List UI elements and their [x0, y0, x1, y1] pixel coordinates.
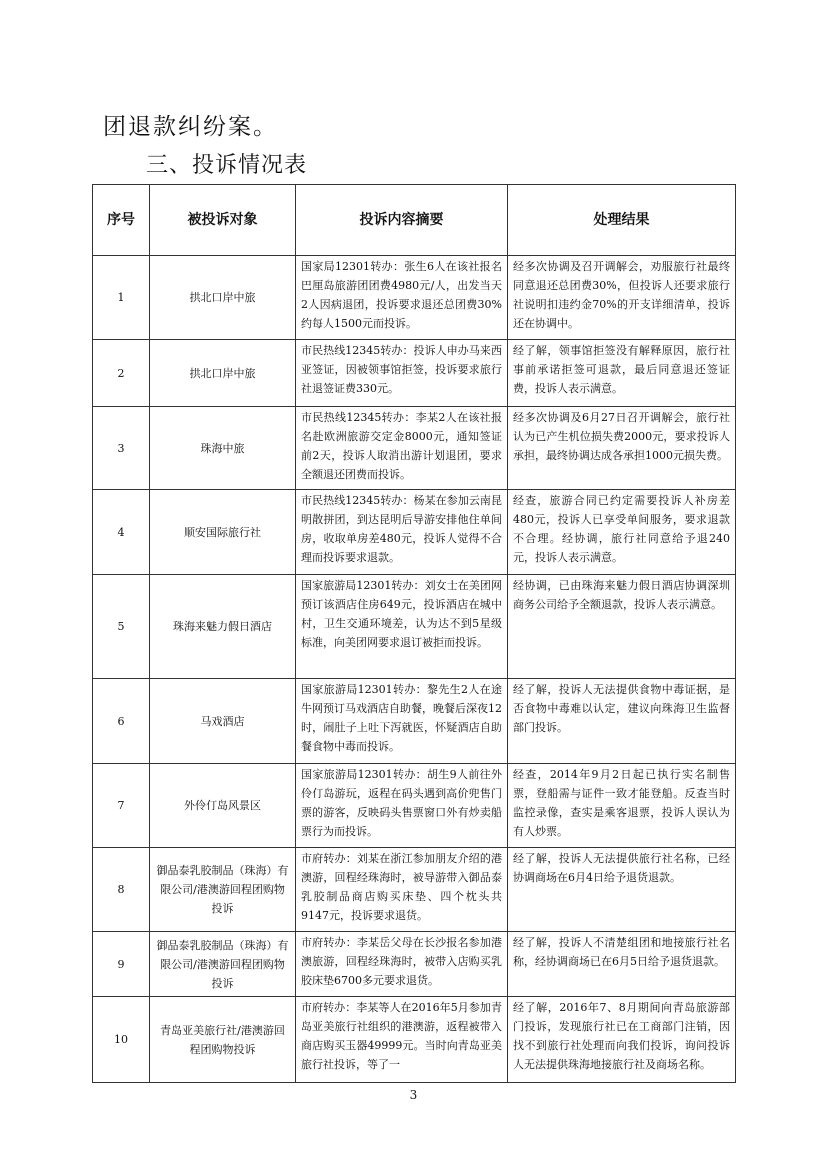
row-result: 经多次协调及6月27日召开调解会，旅行社认为已产生机位损失费2000元，要求投诉人承担，最终协调达成各承担1000元损失费。: [508, 407, 736, 490]
row-result: 经查，2014年9月2日起已执行实名制售票，登船需与证件一致才能登船。反查当时监控录像，查实是乘客退票，投诉人误认为有人炒票。: [508, 764, 736, 848]
row-no: 10: [93, 997, 150, 1083]
row-target: 马戏酒店: [150, 679, 296, 764]
table-row: [93, 490, 736, 575]
table-row: [93, 256, 736, 340]
row-summary: 市民热线12345转办：投诉人申办马来西亚签证，因被领事馆拒签，投诉要求旅行社退签证费330元。: [296, 340, 508, 407]
row-summary: 国家旅游局12301转办：胡生9人前往外伶仃岛游玩，返程在码头遇到高价兜售门票的游客，反映码头售票窗口外有炒卖船票行为而投诉。: [296, 764, 508, 848]
row-target: 顺安国际旅行社: [150, 490, 296, 575]
row-summary: 市府转办：刘某在浙江参加朋友介绍的港澳游，回程经珠海时，被导游带入御品泰乳胶制品商店购买床垫、四个枕头共9147元，投诉要求退货。: [296, 848, 508, 932]
row-summary: 市府转办：李某等人在2016年5月参加青岛亚美旅行社组织的港澳游，返程被带入商店购买玉器49999元。当时向青岛亚美旅行社投诉，等了一: [296, 997, 508, 1083]
row-result: 经了解，投诉人无法提供食物中毒证据，是否食物中毒难以认定，建议向珠海卫生监督部门投诉。: [508, 679, 736, 764]
col-header-no: 序号: [93, 185, 150, 256]
row-result: 经了解，投诉人不清楚组团和地接旅行社名称，经协调商场已在6月5日给予退货退款。: [508, 932, 736, 997]
col-header-result: 处理结果: [508, 185, 736, 256]
row-no: 9: [93, 932, 150, 997]
complaint-table: [92, 184, 736, 1083]
row-target: 珠海来魅力假日酒店: [150, 575, 296, 679]
row-no: 5: [93, 575, 150, 679]
row-target: 拱北口岸中旅: [150, 340, 296, 407]
table-row: [93, 997, 736, 1083]
table-row: [93, 679, 736, 764]
row-target: 御品泰乳胶制品（珠海）有限公司/港澳游回程团购物投诉: [150, 848, 296, 932]
row-no: 7: [93, 764, 150, 848]
table-row: [93, 407, 736, 490]
row-summary: 国家旅游局12301转办：黎先生2人在途牛网预订马戏酒店自助餐，晚餐后深夜12时，闹肚子上吐下泻就医，怀疑酒店自助餐食物中毒而投诉。: [296, 679, 508, 764]
row-result: 经了解，投诉人无法提供旅行社名称，已经协调商场在6月4日给予退货退款。: [508, 848, 736, 932]
row-result: 经查，旅游合同已约定需要投诉人补房差480元，投诉人已享受单间服务，要求退款不合理。经协调，旅行社同意给予退240元，投诉人表示满意。: [508, 490, 736, 575]
table-row: [93, 932, 736, 997]
row-result: 经了解，2016年7、8月期间向青岛旅游部门投诉，发现旅行社已在工商部门注销，因找不到旅行社处理而向我们投诉，询问投诉人无法提供珠海地接旅行社及商场名称。: [508, 997, 736, 1083]
table-row: [93, 575, 736, 679]
row-no: 6: [93, 679, 150, 764]
row-result: 经了解，领事馆拒签没有解释原因，旅行社事前承诺拒签可退款，最后同意退还签证费，投诉人表示满意。: [508, 340, 736, 407]
row-result: 经协调，已由珠海来魅力假日酒店协调深圳商务公司给予全额退款，投诉人表示满意。: [508, 575, 736, 679]
row-summary: 市府转办：李某岳父母在长沙报名参加港澳旅游，回程经珠海时，被带入店购买乳胶床垫6700多元要求退货。: [296, 932, 508, 997]
row-no: 4: [93, 490, 150, 575]
heading-tail: 团退款纠纷案。: [103, 114, 278, 140]
table-row: [93, 764, 736, 848]
row-summary: 国家局12301转办：张生6人在该社报名巴厘岛旅游团团费4980元/人，出发当天2人因病退团，投诉要求退还总团费30%约每人1500元而投诉。: [296, 256, 508, 340]
row-target: 珠海中旅: [150, 407, 296, 490]
col-header-summary: 投诉内容摘要: [296, 185, 508, 256]
row-no: 2: [93, 340, 150, 407]
section-title: 三、投诉情况表: [146, 153, 308, 178]
page-number: 3: [409, 1088, 418, 1102]
row-no: 8: [93, 848, 150, 932]
row-target: 拱北口岸中旅: [150, 256, 296, 340]
row-target: 青岛亚美旅行社/港澳游回程团购物投诉: [150, 997, 296, 1083]
row-summary: 市民热线12345转办：李某2人在该社报名赴欧洲旅游交定金8000元，通知签证前2天，投诉人取消出游计划退团，要求全额退还团费而投诉。: [296, 407, 508, 490]
row-target: 外伶仃岛风景区: [150, 764, 296, 848]
row-summary: 国家旅游局12301转办：刘女士在美团网预订该酒店住房649元，投诉酒店在城中村，卫生交通环境差，认为达不到5星级标准，向美团网要求退订被拒而投诉。: [296, 575, 508, 679]
table-header-row: [93, 185, 736, 256]
table-row: [93, 340, 736, 407]
row-no: 3: [93, 407, 150, 490]
row-result: 经多次协调及召开调解会，劝服旅行社最终同意退还总团费30%，但投诉人还要求旅行社说明扣违约金70%的开支详细清单，投诉还在协调中。: [508, 256, 736, 340]
table-row: [93, 848, 736, 932]
col-header-target: 被投诉对象: [150, 185, 296, 256]
row-summary: 市民热线12345转办：杨某在参加云南昆明散拼团，到达昆明后导游安排他住单间房，收取单房差480元，投诉人觉得不合理而投诉要求退款。: [296, 490, 508, 575]
row-no: 1: [93, 256, 150, 340]
row-target: 御品泰乳胶制品（珠海）有限公司/港澳游回程团购物投诉: [150, 932, 296, 997]
